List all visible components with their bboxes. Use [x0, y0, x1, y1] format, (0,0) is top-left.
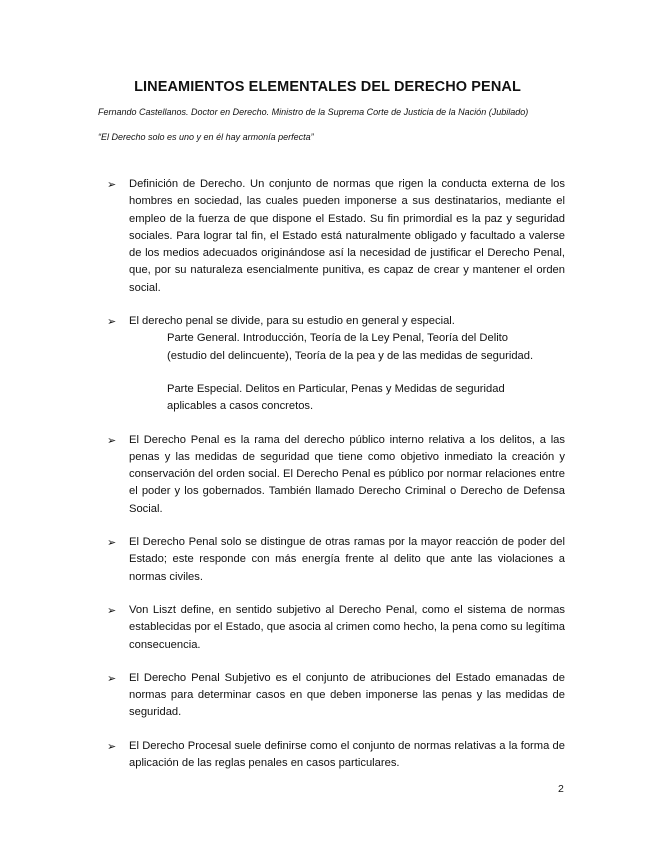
list-item-text: Definición de Derecho. Un conjunto de normas que rigen la conducta externa de los hombres en sociedad, las cuales pueden imponerse a sus destinatarios, mediante el empleo de la fuerza de que dispone el Estado. Su fin primordial es la paz y seguridad sociales. Para lograr tal fin, el Estado está naturalmente obligado y facultado a valerse de los medios adecuados originándose así la necesidad de justificar el Derecho Penal, que, por su naturaleza esencialmente punitiva, es capaz de crear y mantener el orden social.: [129, 178, 565, 294]
subitem-special-line-1: Parte Especial. Delitos en Particular, Penas y Medidas de seguridad: [167, 382, 505, 395]
arrow-bullet-icon: ➢: [107, 316, 117, 329]
arrow-bullet-icon: ➢: [107, 537, 117, 550]
subitem-general-line-1: Parte General. Introducción, Teoría de la Ley Penal, Teoría del Delito: [167, 332, 509, 345]
author-line: Fernando Castellanos. Doctor en Derecho. Ministro de la Suprema Corte de Justicia de la Nación (Jubilado): [98, 107, 529, 117]
document-title: LINEAMIENTOS ELEMENTALES DEL DERECHO PENAL: [134, 79, 521, 95]
bullet-list: [107, 176, 565, 788]
subitem-special-line-2: aplicables a casos concretos.: [167, 400, 314, 413]
list-item-text: El Derecho Penal solo se distingue de otras ramas por la mayor reacción de poder del Estado; este responde con más energía frente al delito que ante las violaciones a normas civiles.: [129, 536, 565, 583]
arrow-bullet-icon: ➢: [107, 434, 117, 447]
list-item: [107, 176, 565, 297]
arrow-bullet-icon: ➢: [107, 604, 117, 617]
list-item: [107, 432, 565, 518]
list-item-text: Von Liszt define, en sentido subjetivo al Derecho Penal, como el sistema de normas establecidas por el Estado, que asocia al crimen como hecho, la pena como su legítima consecuencia.: [129, 603, 565, 651]
list-item-text: El Derecho Procesal suele definirse como el conjunto de normas relativas a la forma de aplicación de las reglas penales en casos particulares.: [129, 739, 565, 770]
list-item: [107, 738, 565, 773]
page-number: 2: [558, 783, 564, 795]
arrow-bullet-icon: ➢: [107, 672, 117, 685]
list-item: [107, 602, 565, 654]
subitem-general-line-2: (estudio del delincuente), Teoría de la pea y de las medidas de seguridad.: [167, 349, 534, 362]
list-item-text: El Derecho Penal es la rama del derecho público interno relativa a los delitos, a las penas y las medidas de seguridad que tiene como objetivo inmediato la creación y conservación del orden social. El Derecho Penal es público por normar relaciones entre el poder y los gobernados. También llamado Derecho Criminal o Derecho de Defensa Social.: [129, 433, 565, 515]
epigraph: “El Derecho solo es uno y en él hay armonía perfecta”: [98, 132, 314, 142]
list-item-text: El derecho penal se divide, para su estudio en general y especial.: [129, 315, 455, 328]
list-item: [107, 670, 565, 722]
list-item-text: El Derecho Penal Subjetivo es el conjunto de atribuciones del Estado emanadas de normas para determinar casos en que deben imponerse las penas y las medidas de seguridad.: [129, 671, 565, 719]
arrow-bullet-icon: ➢: [107, 740, 117, 753]
list-item: [107, 313, 565, 415]
arrow-bullet-icon: ➢: [107, 179, 117, 191]
list-item: [107, 534, 565, 586]
